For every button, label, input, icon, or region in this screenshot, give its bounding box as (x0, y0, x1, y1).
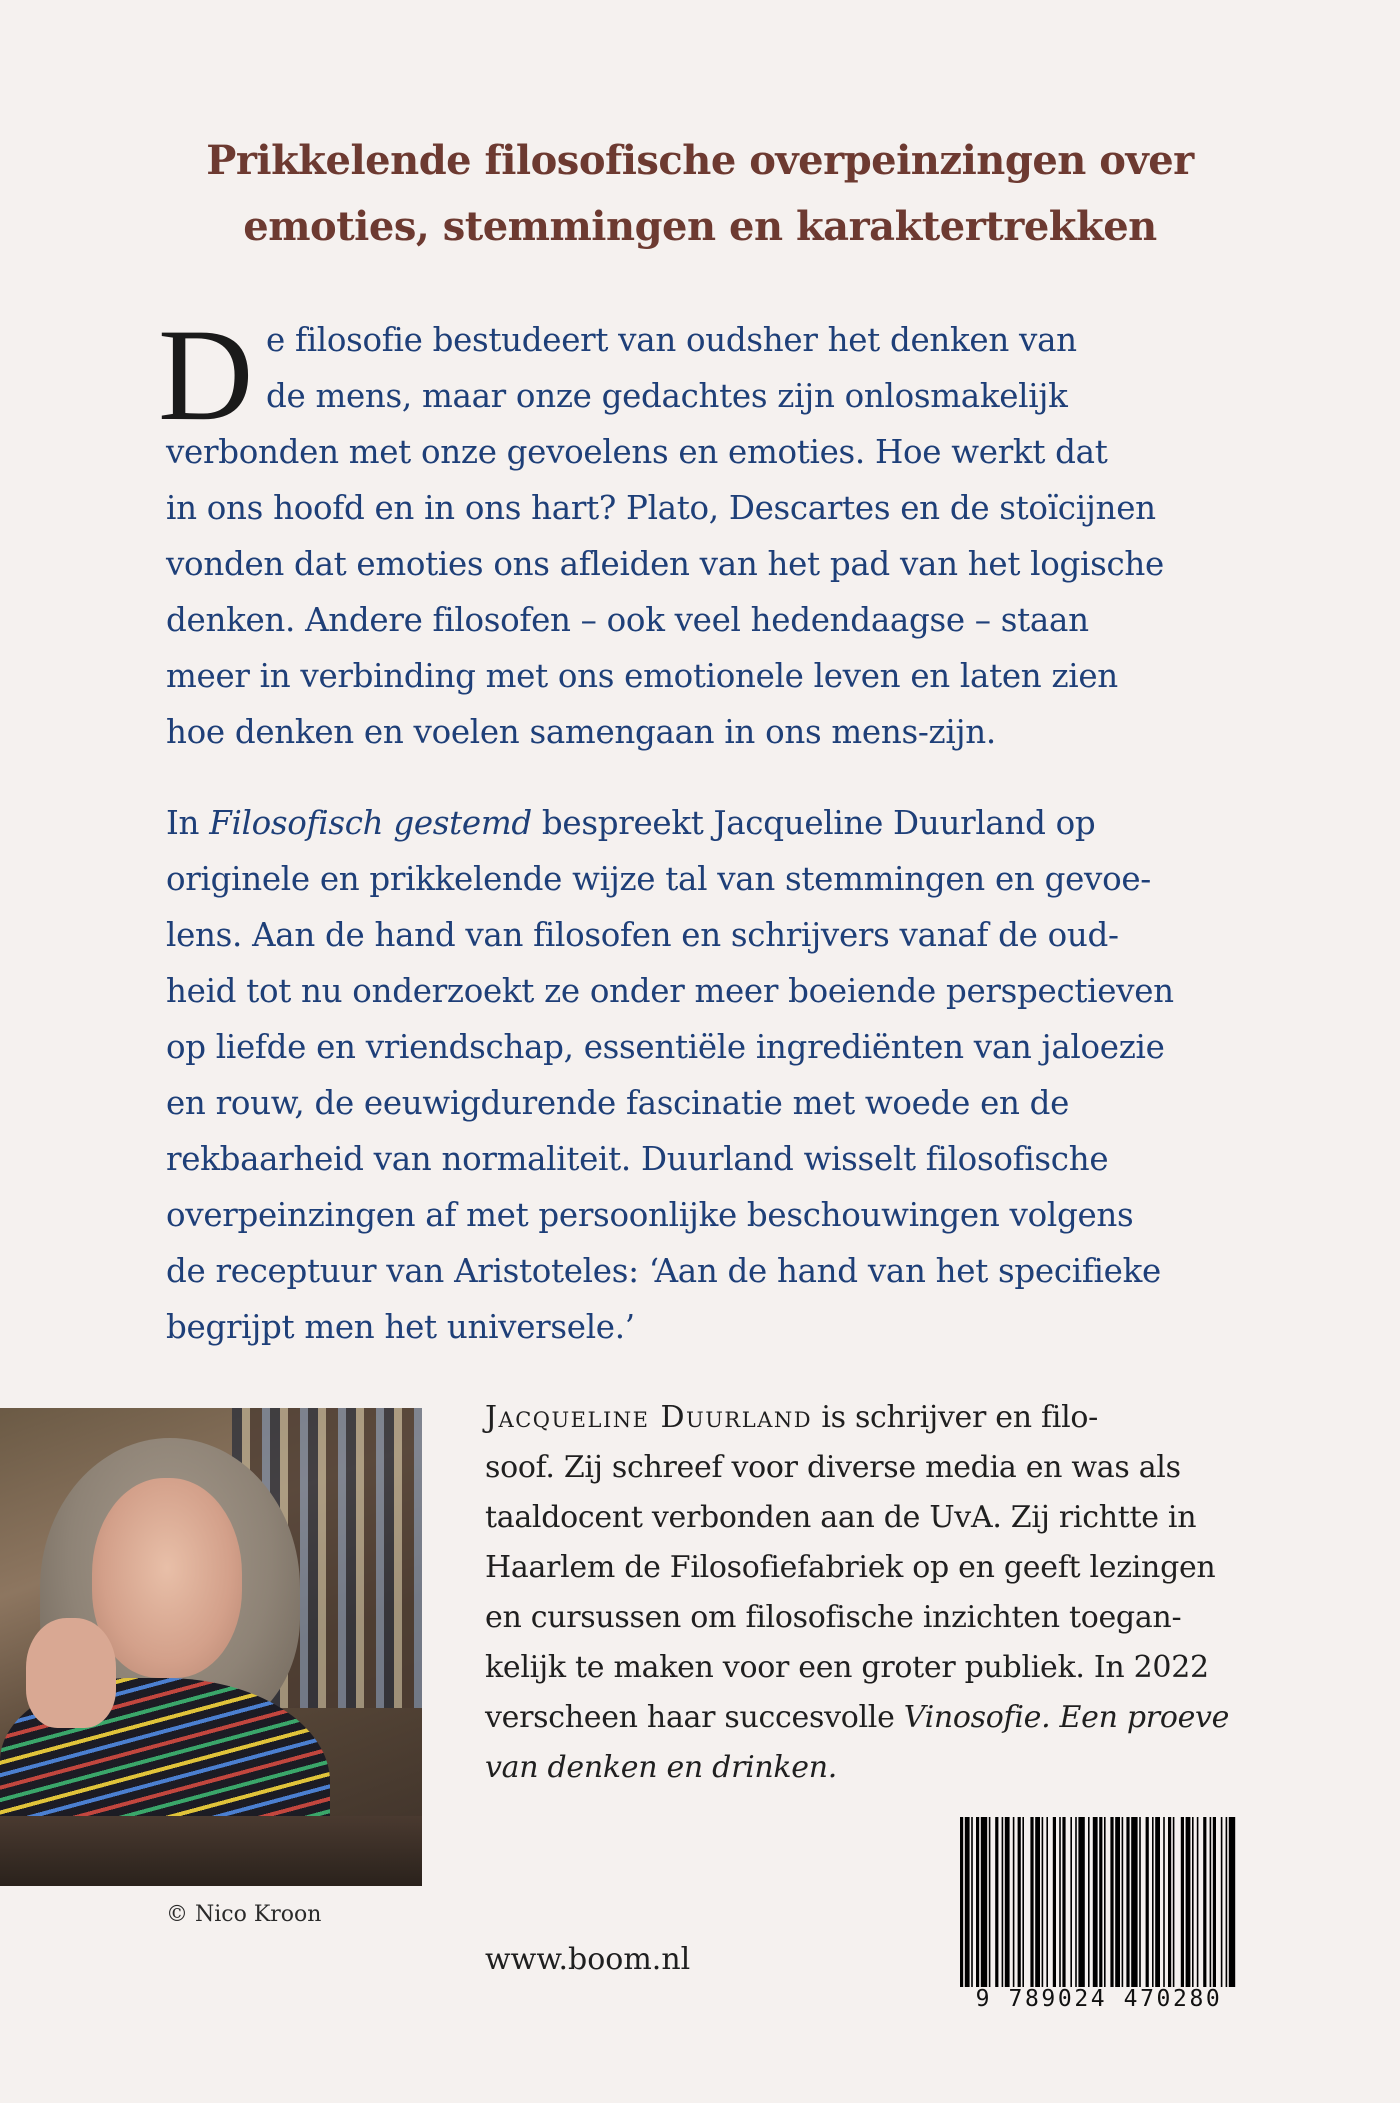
text-run: In (166, 804, 210, 842)
paragraph-line (166, 795, 1256, 851)
barcode-bar (1088, 1817, 1090, 1987)
barcode-bar (1093, 1817, 1098, 1987)
bio-line (485, 1693, 1285, 1743)
barcode-bar (1213, 1817, 1216, 1987)
book-title: van denken en drinken. (485, 1750, 838, 1785)
paragraph-line: denken. Andere filosofen – ook veel hedendaagse – staan (166, 601, 1089, 639)
publisher-website: www.boom.nl (485, 1942, 691, 1977)
paragraph-line: vonden dat emoties ons afleiden van het pad van het logische (166, 545, 1164, 583)
barcode-bar (1229, 1817, 1235, 1987)
paragraph-line: in ons hoofd en in ons hart? Plato, Descartes en de stoïcijnen (166, 489, 1156, 527)
barcode-bar (1163, 1817, 1165, 1987)
barcode-bar (981, 1817, 987, 1987)
isbn-digits: 9 789024 470280 (975, 1986, 1223, 2012)
paragraph-line: meer in verbinding met ons emotionele leven en laten zien (166, 657, 1118, 695)
tagline-line-1: Prikkelende filosofische overpeinzingen over (206, 137, 1194, 184)
barcode-bar (1173, 1817, 1175, 1987)
photo-credit: © Nico Kroon (166, 1902, 322, 1927)
bio-line: en cursussen om filosofische inzichten toegan- (485, 1600, 1182, 1635)
book-title: Filosofisch gestemd (209, 804, 532, 842)
barcode-bar (1181, 1817, 1184, 1987)
author-photo (0, 1408, 422, 1886)
barcode-bar (1210, 1817, 1212, 1987)
paragraph-line: op liefde en vriendschap, essentiële ingrediënten van jaloezie (166, 1028, 1165, 1066)
paragraph-line: de mens, maar onze gedachtes zijn onlosmakelijk (266, 377, 1068, 415)
barcode-bar (1099, 1817, 1102, 1987)
drop-cap: D (158, 301, 254, 448)
face-shape (92, 1478, 242, 1678)
barcode-bar (1059, 1817, 1061, 1987)
text-run: verscheen haar succesvolle (485, 1700, 904, 1735)
bio-line: taaldocent verbonden aan de UvA. Zij richtte in (485, 1500, 1197, 1535)
barcode-bar (1192, 1817, 1194, 1987)
paragraph-line: overpeinzingen af met persoonlijke beschouwingen volgens (166, 1196, 1134, 1234)
paragraph-line: lens. Aan de hand van filosofen en schrijvers vanaf de oud- (166, 916, 1119, 954)
paragraph-line: e filosofie bestudeert van oudsher het denken van (266, 321, 1077, 359)
barcode-bar (1013, 1817, 1015, 1987)
barcode-bar (1104, 1817, 1106, 1987)
barcode-bar (1053, 1817, 1056, 1987)
barcode-bar (1062, 1817, 1065, 1987)
paragraph-line: rekbaarheid van normaliteit. Duurland wisselt filosofische (166, 1140, 1109, 1178)
barcode-bar (1018, 1817, 1021, 1987)
bio-line (485, 1393, 1285, 1443)
paragraph-line: originele en prikkelende wijze tal van stemmingen en gevoe- (166, 860, 1151, 898)
barcode-bar (995, 1817, 998, 1987)
barcode-bar (1186, 1817, 1191, 1987)
barcode-bar (1030, 1817, 1033, 1987)
paragraph-line: de receptuur van Aristoteles: ‘Aan de hand van het specifieke (166, 1252, 1161, 1290)
description-paragraph-1 (166, 312, 1256, 760)
barcode-bar (1078, 1817, 1084, 1987)
paragraph-line: hoe denken en voelen samengaan in ons mens-zijn. (166, 713, 996, 751)
barcode-bar (1139, 1817, 1141, 1987)
barcode-bar (1075, 1817, 1077, 1987)
barcode-bar (1046, 1817, 1048, 1987)
barcode-bar (1146, 1817, 1149, 1987)
text-run: bespreekt Jacqueline Duurland op (531, 804, 1096, 842)
barcode-bar (989, 1817, 991, 1987)
barcode-bar (1070, 1817, 1072, 1987)
tagline-line-2: emoties, stemmingen en karaktertrekken (243, 203, 1157, 250)
barcode-bar (1203, 1817, 1206, 1987)
barcode-bar (1126, 1817, 1129, 1987)
barcode-bar (1152, 1817, 1154, 1987)
bio-line: Haarlem de Filosofiefabriek op en geeft lezingen (485, 1550, 1216, 1585)
barcode-bar (1155, 1817, 1160, 1987)
paragraph-line: begrijpt men het universele.’ (166, 1308, 635, 1346)
barcode-bar (1115, 1817, 1120, 1987)
barcode-bar (1197, 1817, 1199, 1987)
barcode-bar (1002, 1817, 1004, 1987)
paragraph-line: en rouw, de eeuwigdurende fascinatie met woede en de (166, 1084, 1070, 1122)
bio-line: soof. Zij schreef voor diverse media en was als (485, 1450, 1181, 1485)
barcode-bar (1226, 1817, 1228, 1987)
barcode-bar (1110, 1817, 1113, 1987)
barcode-bar (1022, 1817, 1024, 1987)
bio-line: kelijk te maken voor een groter publiek. In 2022 (485, 1650, 1209, 1685)
barcode-bar (971, 1817, 973, 1987)
isbn-barcode (958, 1817, 1240, 1987)
bio-line (485, 1743, 1285, 1793)
text-run: is schrijver en filo- (812, 1400, 1098, 1435)
barcode-bar (965, 1817, 970, 1987)
table-shape (0, 1816, 422, 1886)
barcode-bar (1122, 1817, 1124, 1987)
barcode-bar (976, 1817, 979, 1987)
barcode-bar (1221, 1817, 1223, 1987)
paragraph-line: verbonden met onze gevoelens en emoties. Hoe werkt dat (166, 433, 1108, 471)
book-title: Vinosofie. Een proeve (903, 1700, 1230, 1735)
barcode-bar (1035, 1817, 1040, 1987)
barcode-bar (960, 1817, 963, 1987)
author-name: Jacqueline Duurland (485, 1400, 813, 1435)
paragraph-line: heid tot nu onderzoekt ze onder meer boeiende perspectieven (166, 972, 1174, 1010)
description-paragraph-2 (166, 795, 1256, 1355)
barcode-bar (1168, 1817, 1171, 1987)
barcode-bar (1042, 1817, 1044, 1987)
barcode-bar (1131, 1817, 1137, 1987)
author-bio (485, 1393, 1285, 1793)
barcode-bar (1005, 1817, 1010, 1987)
hand-shape (26, 1618, 116, 1728)
tagline (140, 128, 1260, 260)
